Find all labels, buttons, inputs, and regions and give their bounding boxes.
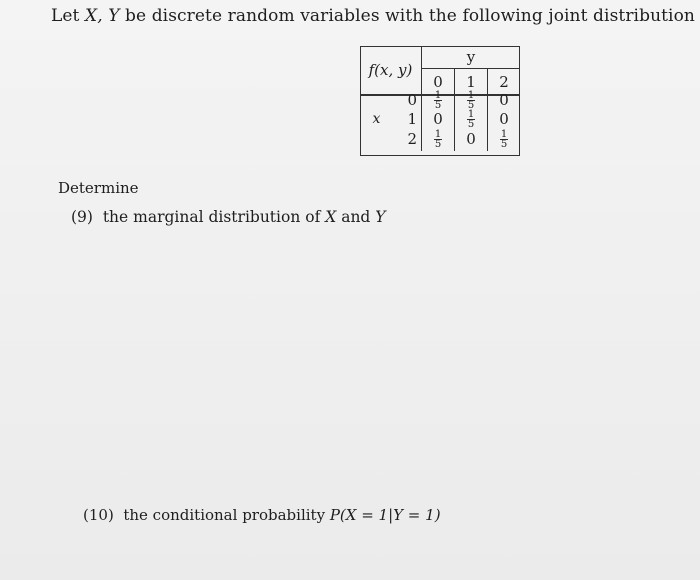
fraction — [467, 91, 475, 110]
row-variable-label — [360, 90, 393, 110]
fraction-denominator: 5 — [467, 119, 475, 130]
row-header-x2: 2 — [393, 129, 422, 151]
column-variable-label: y — [422, 46, 521, 69]
row-variable-label: x — [372, 111, 381, 128]
probability-cell: 0 — [455, 129, 488, 151]
fraction-numerator: 1 — [434, 128, 442, 140]
problem-statement — [51, 6, 695, 26]
fraction — [434, 130, 442, 149]
probability-cell — [422, 129, 455, 151]
column-header-y2: 2 — [488, 69, 521, 96]
fraction-denominator: 5 — [434, 138, 442, 150]
probability-cell — [455, 110, 488, 130]
row-header-x1: 1 — [393, 110, 422, 130]
table-corner-label: f(x, y) — [360, 46, 422, 95]
determine-heading: Determine — [58, 179, 139, 197]
question-10-expression: P(X = 1|Y = 1) — [329, 506, 441, 524]
row-header-x0: 0 — [393, 90, 422, 110]
fraction-denominator: 5 — [434, 99, 442, 111]
question-9-var-y: Y — [375, 208, 386, 226]
question-9 — [71, 208, 386, 226]
question-10-text: the conditional probability — [123, 506, 330, 524]
fraction-numerator: 1 — [467, 89, 475, 101]
column-header-y1: 1 — [455, 69, 488, 96]
fraction-numerator: 1 — [434, 89, 442, 101]
intro-vars: X, Y — [85, 6, 120, 26]
question-10-number: (10) — [83, 506, 114, 524]
question-9-and: and — [336, 208, 376, 226]
fraction — [500, 130, 508, 149]
question-9-var-x: X — [325, 208, 337, 226]
joint-distribution-table — [360, 46, 520, 96]
probability-cell — [488, 129, 521, 151]
probability-cell: 0 — [422, 110, 455, 130]
probability-cell: 0 — [499, 110, 509, 129]
row-variable-label — [360, 129, 393, 151]
intro-prefix: Let — [51, 6, 85, 26]
column-header-y0: 0 — [422, 69, 455, 96]
question-10 — [83, 506, 441, 524]
probability-cell: 0 — [499, 90, 509, 109]
question-9-text: the marginal distribution of — [102, 208, 326, 226]
fraction-denominator: 5 — [467, 99, 475, 111]
probability-cell — [422, 90, 455, 110]
fraction — [434, 91, 442, 110]
fraction-denominator: 5 — [500, 138, 508, 150]
joint-distribution-body — [360, 90, 520, 151]
probability-cell — [455, 90, 488, 110]
question-9-number: (9) — [71, 208, 93, 226]
fraction — [467, 110, 475, 129]
fraction-numerator: 1 — [500, 128, 508, 140]
intro-suffix: be discrete random variables with the following joint distribution — [119, 6, 695, 26]
fraction-numerator: 1 — [467, 109, 475, 120]
